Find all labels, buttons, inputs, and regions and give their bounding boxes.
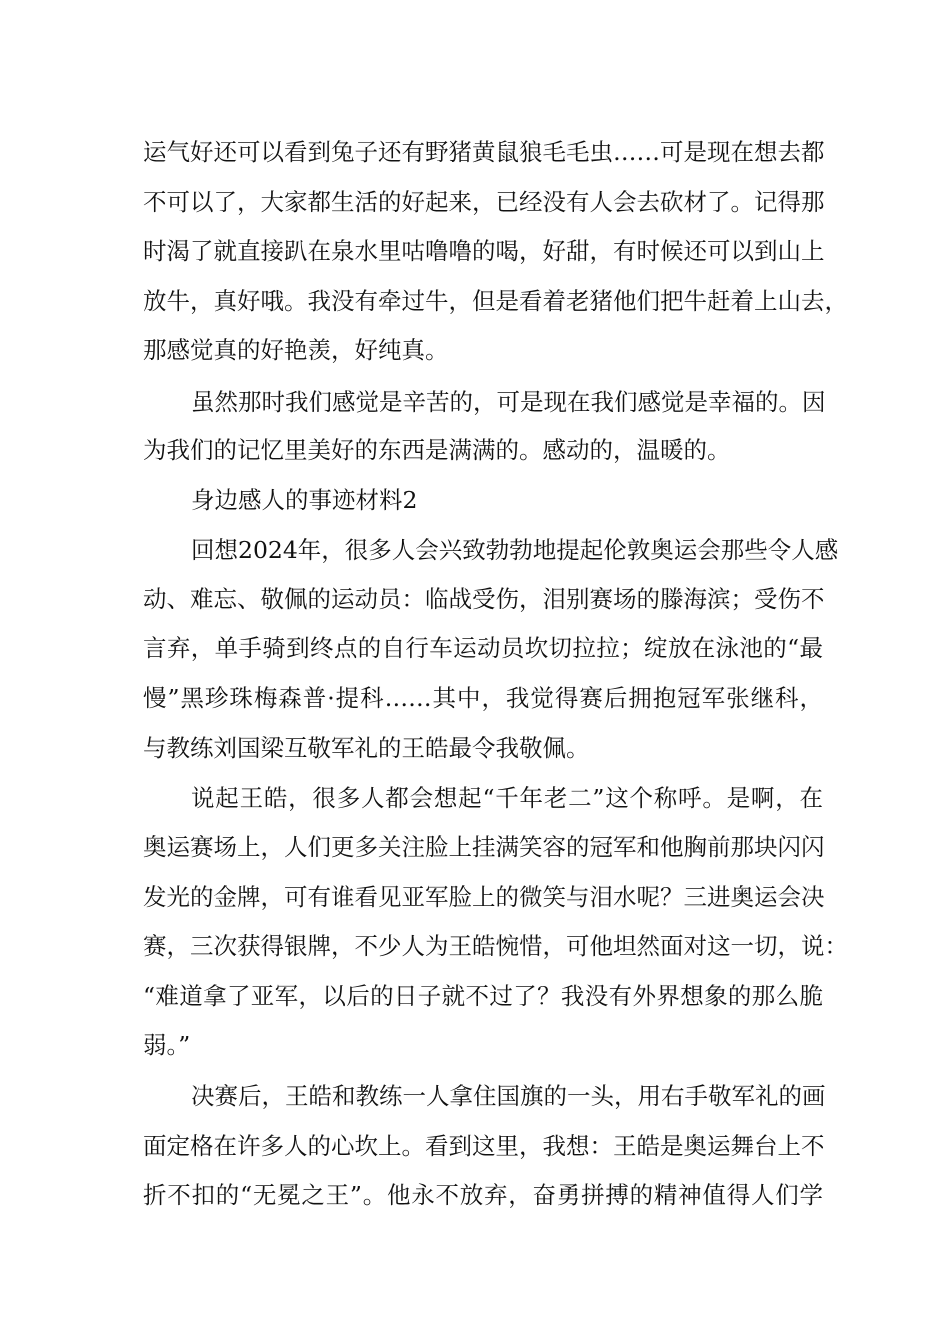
- text-line: 赛，三次获得银牌，不少人为王皓惋惜，可他坦然面对这一切，说：: [143, 932, 848, 960]
- text-line: 言弃，单手骑到终点的自行车运动员坎切拉拉；绽放在泳池的“最: [143, 634, 823, 662]
- text-line: 与教练刘国梁互敬军礼的王皓最令我敬佩。: [143, 734, 590, 762]
- text-line: 弱。”: [143, 1031, 191, 1059]
- text-line: 为我们的记忆里美好的东西是满满的。感动的，温暖的。: [143, 436, 731, 464]
- text-line: 放牛，真好哦。我没有牵过牛，但是看着老猪他们把牛赶着上山去，: [143, 287, 848, 315]
- text-line: 面定格在许多人的心坎上。看到这里，我想：王皓是奥运舞台上不: [143, 1132, 825, 1160]
- paragraph-first-line: 虽然那时我们感觉是辛苦的，可是现在我们感觉是幸福的。因: [191, 388, 826, 416]
- text-line: 奥运赛场上，人们更多关注脸上挂满笑容的冠军和他胸前那块闪闪: [143, 833, 825, 861]
- paragraph-first-line: 说起王皓，很多人都会想起“千年老二”这个称呼。是啊，在: [191, 784, 823, 812]
- text-line: 动、难忘、敬佩的运动员：临战受伤，泪别赛场的滕海滨；受伤不: [143, 585, 825, 613]
- text-line: 运气好还可以看到兔子还有野猪黄鼠狼毛毛虫……可是现在想去都: [143, 138, 825, 166]
- paragraph-first-line: 回想2024年，很多人会兴致勃勃地提起伦敦奥运会那些令人感: [191, 536, 839, 564]
- text-line: 时渴了就直接趴在泉水里咕噜噜的喝，好甜，有时候还可以到山上: [143, 237, 825, 265]
- text-line: 发光的金牌，可有谁看见亚军脸上的微笑与泪水呢？三进奥运会决: [143, 883, 825, 911]
- text-line: 慢”黑珍珠梅森普·提科……其中，我觉得赛后拥抱冠军张继科，: [143, 684, 823, 712]
- section-heading: 身边感人的事迹材料2: [191, 486, 418, 514]
- text-line: “难道拿了亚军，以后的日子就不过了？我没有外界想象的那么脆: [143, 982, 823, 1010]
- text-line: 那感觉真的好艳羡，好纯真。: [143, 336, 449, 364]
- paragraph-first-line: 决赛后，王皓和教练一人拿住国旗的一头，用右手敬军礼的画: [191, 1082, 826, 1110]
- text-line: 折不扣的“无冕之王”。他永不放弃，奋勇拼搏的精神值得人们学: [143, 1181, 823, 1209]
- text-line: 不可以了，大家都生活的好起来，已经没有人会去砍材了。记得那: [143, 188, 825, 216]
